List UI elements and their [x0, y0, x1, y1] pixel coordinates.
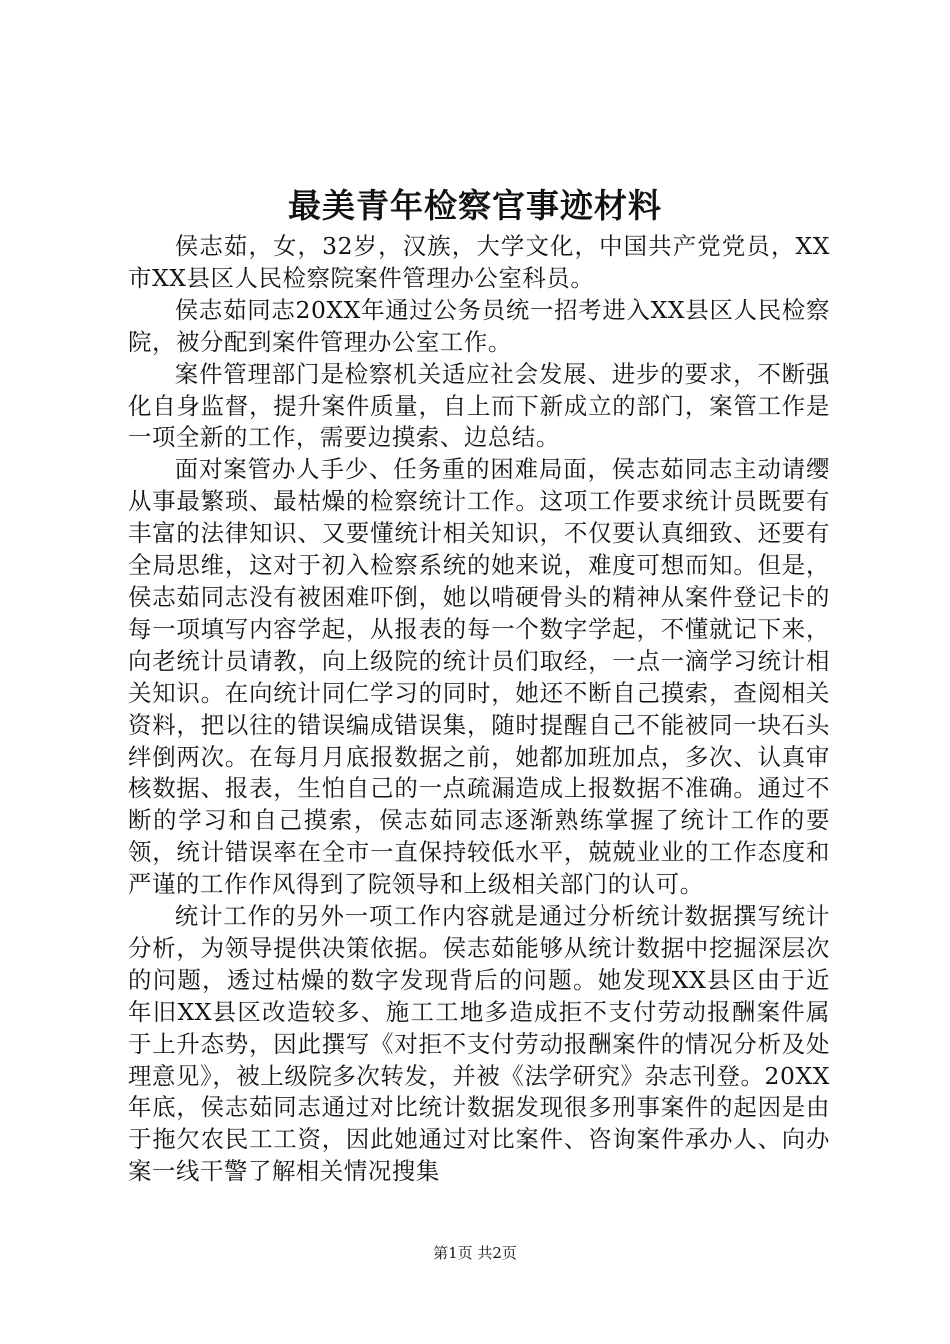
paragraph-1: 侯志茹，女，32岁，汉族，大学文化，中国共产党党员，XX市XX县区人民检察院案件管理办公室科员。: [128, 232, 830, 292]
paragraph-5: 统计工作的另外一项工作内容就是通过分析统计数据撰写统计分析，为领导提供决策依据。侯志茹能够从统计数据中挖掘深层次的问题，透过枯燥的数字发现背后的问题。她发现XX县区由于近年旧XX县区改造较多、施工工地多造成拒不支付劳动报酬案件属于上升态势，因此撰写《对拒不支付劳动报酬案件的情况分析及处理意见》，被上级院多次转发，并被《法学研究》杂志刊登。20XX年底，侯志茹同志通过对比统计数据发现很多刑事案件的起因是由于拖欠农民工工资，因此她通过对比案件、咨询案件承办人、向办案一线干警了解相关情况搜集: [128, 902, 830, 1186]
document-title: 最美青年检察官事迹材料: [288, 186, 662, 225]
document-body: [128, 231, 830, 1188]
page-footer: 第1页 共2页: [433, 1244, 517, 1262]
paragraph-4: 面对案管办人手少、任务重的困难局面，侯志茹同志主动请缨从事最繁琐、最枯燥的检察统计工作。这项工作要求统计员既要有丰富的法律知识、又要懂统计相关知识，不仅要认真细致、还要有全局思维，这对于初入检察系统的她来说，难度可想而知。但是，侯志茹同志没有被困难吓倒，她以啃硬骨头的精神从案件登记卡的每一项填写内容学起，从报表的每一个数字学起，不懂就记下来，向老统计员请教，向上级院的统计员们取经，一点一滴学习统计相关知识。在向统计同仁学习的同时，她还不断自己摸索，查阅相关资料，把以往的错误编成错误集，随时提醒自己不能被同一块石头绊倒两次。在每月月底报数据之前，她都加班加点，多次、认真审核数据、报表，生怕自己的一点疏漏造成上报数据不准确。通过不断的学习和自己摸索，侯志茹同志逐渐熟练掌握了统计工作的要领，统计错误率在全市一直保持较低水平，兢兢业业的工作态度和严谨的工作作风得到了院领导和上级相关部门的认可。: [128, 455, 830, 899]
paragraph-2: 侯志茹同志20XX年通过公务员统一招考进入XX县区人民检察院，被分配到案件管理办公室工作。: [128, 295, 830, 356]
paragraph-3: 案件管理部门是检察机关适应社会发展、进步的要求，不断强化自身监督，提升案件质量，自上而下新成立的部门，案管工作是一项全新的工作，需要边摸索、边总结。: [128, 359, 830, 452]
